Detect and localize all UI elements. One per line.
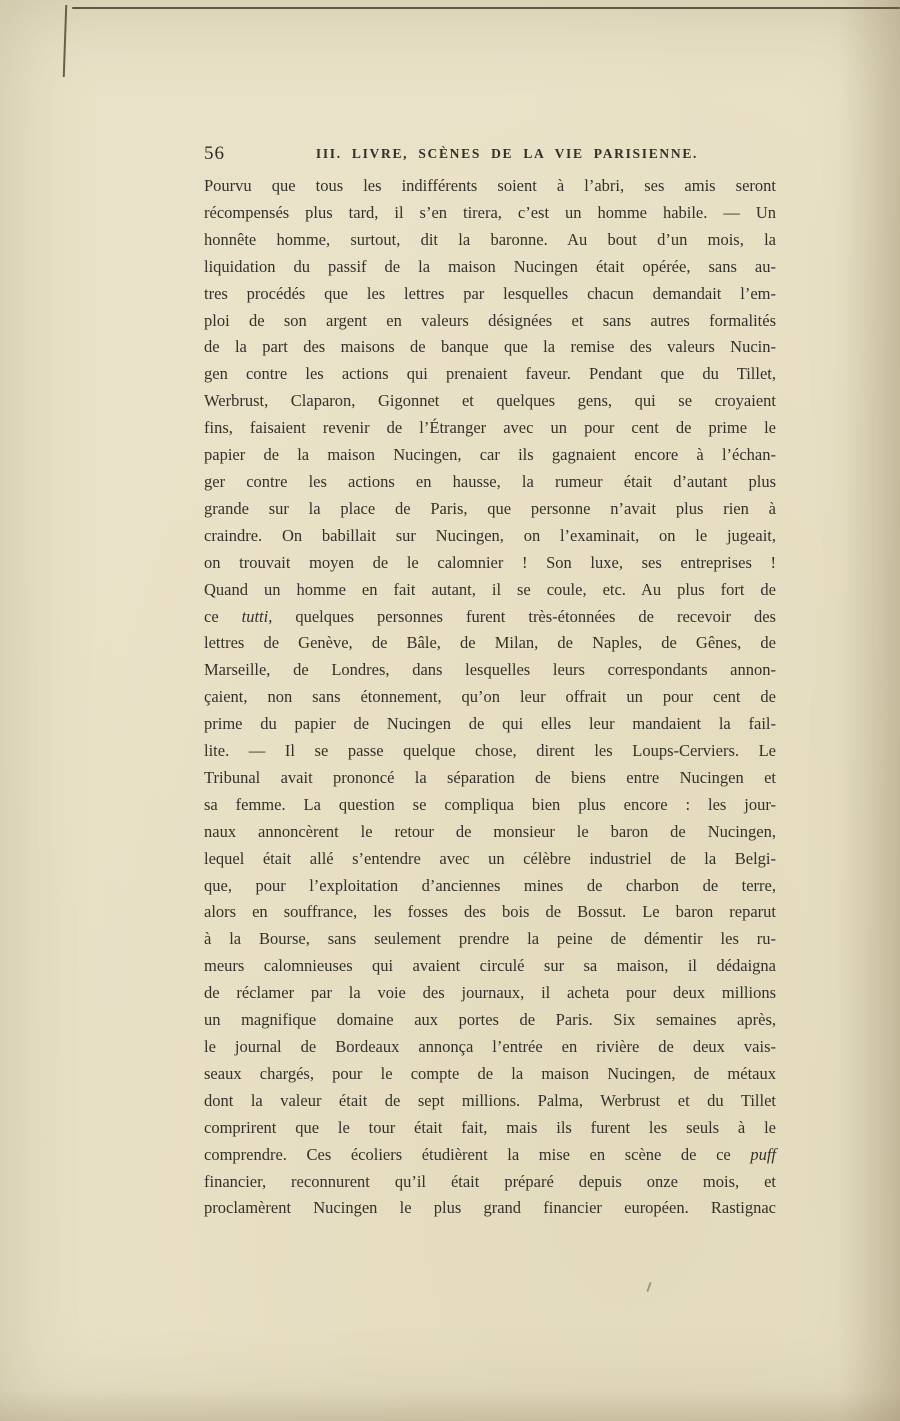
text-line: meurs calomnieuses qui avaient circulé sur sa maison, il dédaigna (204, 956, 776, 976)
text-line: lite. — Il se passe quelque chose, dirent les Loups-Cerviers. Le (204, 741, 776, 761)
text-line: Tribunal avait prononcé la séparation de biens entre Nucingen et (204, 767, 776, 787)
scan-bottom-shading (0, 1391, 900, 1421)
scan-edge-left-line (63, 5, 68, 77)
text-line: que, pour l’exploitation d’anciennes mines de charbon de terre, (204, 875, 776, 895)
text-line: Werbrust, Claparon, Gigonnet et quelques gens, qui se croyaient (204, 391, 776, 411)
running-header (204, 143, 776, 167)
text-line: récompensés plus tard, il s’en tirera, c’est un homme habile. — Un (204, 202, 776, 222)
text-line: proclamèrent Nucingen le plus grand financier européen. Rastignac (204, 1198, 776, 1218)
text-line: craindre. On babillait sur Nucingen, on l’examinait, on le jugeait, (204, 525, 776, 545)
text-line: Pourvu que tous les indifférents soient à l’abri, ses amis seront (204, 176, 776, 195)
text-line: un magnifique domaine aux portes de Paris. Six semaines après, (204, 1010, 776, 1030)
text-line: de la part des maisons de banque que la remise des valeurs Nucin- (204, 337, 776, 357)
body-text (204, 173, 776, 1222)
scan-speck (646, 1282, 651, 1292)
scan-right-shading (840, 0, 900, 1421)
text-line: çaient, non sans étonnement, qu’on leur offrait un pour cent de (204, 687, 776, 707)
text-line: Quand un homme en fait autant, il se coule, etc. Au plus fort de (204, 579, 776, 599)
page-number: 56 (204, 143, 225, 164)
text-line: ploi de son argent en valeurs désignées et sans autres formalités (204, 310, 776, 330)
text-line: prime du papier de Nucingen de qui elles leur mandaient la fail- (204, 714, 776, 734)
text-line: dont la valeur était de sept millions. Palma, Werbrust et du Tillet (204, 1090, 776, 1110)
text-line: ger contre les actions en hausse, la rumeur était d’autant plus (204, 471, 776, 491)
text-line: financier, reconnurent qu’il était préparé depuis onze mois, et (204, 1171, 776, 1191)
text-line: naux annoncèrent le retour de monsieur le baron de Nucingen, (204, 821, 776, 841)
text-line: alors en souffrance, les fosses des bois de Bossut. Le baron reparut (204, 902, 776, 922)
text-line: grande sur la place de Paris, que personne n’avait plus rien à (204, 498, 776, 518)
text-line: gen contre les actions qui prenaient faveur. Pendant que du Tillet, (204, 364, 776, 384)
text-line: à la Bourse, sans seulement prendre la peine de démentir les ru- (204, 929, 776, 949)
text-line: sa femme. La question se compliqua bien plus encore : les jour- (204, 794, 776, 814)
text-line: on trouvait moyen de le calomnier ! Son luxe, ses entreprises ! (204, 552, 776, 572)
text-line: Marseille, de Londres, dans lesquelles leurs correspondants annon- (204, 660, 776, 680)
text-line: comprendre. Ces écoliers étudièrent la mise en scène de ce puff (204, 1144, 776, 1164)
text-line: honnête homme, surtout, dit la baronne. Au bout d’un mois, la (204, 229, 776, 249)
text-line: de réclamer par la voie des journaux, il acheta pour deux millions (204, 983, 776, 1003)
text-line: lettres de Genève, de Bâle, de Milan, de Naples, de Gênes, de (204, 633, 776, 653)
text-line: lequel était allé s’entendre avec un célèbre industriel de la Belgi- (204, 848, 776, 868)
text-line: ce tutti, quelques personnes furent très-étonnées de recevoir des (204, 606, 776, 626)
text-line: tres procédés que les lettres par lesquelles chacun demandait l’em- (204, 283, 776, 303)
text-line: seaux chargés, pour le compte de la maison Nucingen, de métaux (204, 1063, 776, 1083)
text-line: liquidation du passif de la maison Nucingen était opérée, sans au- (204, 256, 776, 276)
scan-edge-top-line (72, 7, 900, 9)
text-line: le journal de Bordeaux annonça l’entrée en rivière de deux vais- (204, 1037, 776, 1056)
text-line: fins, faisaient revenir de l’Étranger avec un pour cent de prime le (204, 418, 776, 438)
running-header-title: III. LIVRE, SCÈNES DE LA VIE PARISIENNE. (315, 146, 699, 161)
text-line: papier de la maison Nucingen, car ils gagnaient encore à l’échan- (204, 445, 776, 465)
text-line: comprirent que le tour était fait, mais ils furent les seuls à le (204, 1117, 776, 1137)
